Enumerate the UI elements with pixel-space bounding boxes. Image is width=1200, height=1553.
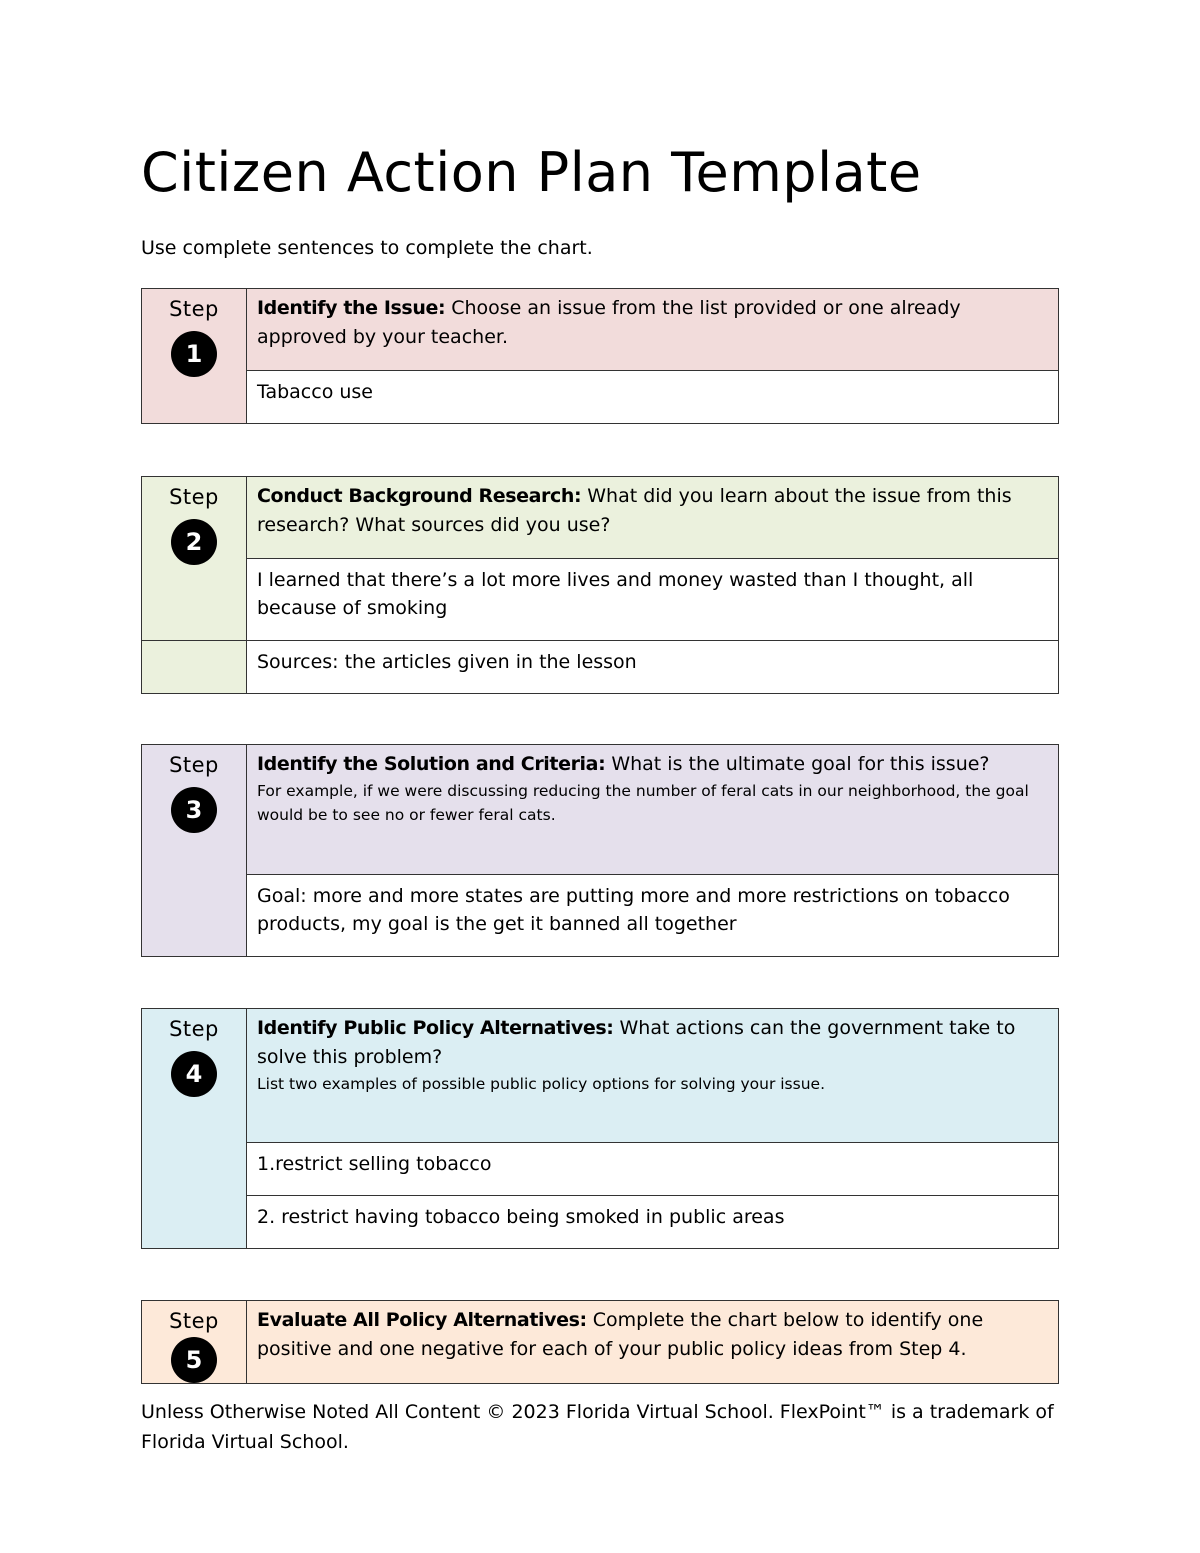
step-number-badge: 1	[171, 331, 217, 377]
step-prompt: Choose an issue from the list provided or one already approved by your teacher.	[257, 297, 961, 348]
step-3-prompt	[247, 745, 1059, 875]
step-number-badge: 3	[171, 787, 217, 833]
step-2-prompt	[247, 477, 1059, 559]
step-4-answer-1[interactable]: 1.restrict selling tobacco	[247, 1143, 1059, 1196]
step-heading: Identify the Issue:	[257, 297, 446, 319]
step-1-table	[141, 288, 1059, 424]
step-prompt: What actions can the government take to solve this problem?	[257, 1017, 1016, 1068]
step-2-empty-cell	[142, 641, 247, 694]
step-number-badge: 4	[171, 1051, 217, 1097]
step-4-prompt	[247, 1009, 1059, 1143]
step-2-badge-cell	[142, 477, 247, 641]
step-2-table	[141, 476, 1059, 694]
page-title: Citizen Action Plan Template	[141, 141, 922, 204]
step-note: List two examples of possible public policy options for solving your issue.	[257, 1075, 825, 1093]
step-2-answer-learned[interactable]: I learned that there’s a lot more lives and money wasted than I thought, all because of smoking	[247, 559, 1059, 641]
step-3-table	[141, 744, 1059, 957]
step-3-badge-cell	[142, 745, 247, 957]
step-prompt: Complete the chart below to identify one positive and one negative for each of your public policy ideas from Step 4.	[257, 1309, 984, 1360]
step-label: Step	[169, 1309, 219, 1333]
step-label: Step	[169, 297, 219, 321]
step-heading: Conduct Background Research:	[257, 485, 582, 507]
step-5-prompt	[247, 1301, 1059, 1384]
step-3-answer-goal[interactable]: Goal: more and more states are putting more and more restrictions on tobacco products, my goal is the get it banned all together	[247, 875, 1059, 957]
step-5-table	[141, 1300, 1059, 1384]
step-number-badge: 5	[171, 1337, 217, 1383]
step-2-answer-sources[interactable]: Sources: the articles given in the lesson	[247, 641, 1059, 694]
step-heading: Evaluate All Policy Alternatives:	[257, 1309, 587, 1331]
copyright-footer: Unless Otherwise Noted All Content © 2023 Florida Virtual School. FlexPoint™ is a trademark of Florida Virtual School.	[141, 1401, 1054, 1453]
step-heading: Identify the Solution and Criteria:	[257, 753, 606, 775]
instructions-text: Use complete sentences to complete the chart.	[141, 237, 593, 259]
step-5-badge-cell	[142, 1301, 247, 1384]
step-1-answer[interactable]: Tabacco use	[247, 371, 1059, 424]
step-label: Step	[169, 1017, 219, 1041]
step-1-badge-cell	[142, 289, 247, 424]
step-4-answer-2[interactable]: 2. restrict having tobacco being smoked in public areas	[247, 1196, 1059, 1249]
step-4-badge-cell	[142, 1009, 247, 1249]
step-note: For example, if we were discussing reducing the number of feral cats in our neighborhood, the goal would be to see no or fewer feral cats.	[257, 782, 1029, 824]
step-1-prompt	[247, 289, 1059, 371]
step-4-table	[141, 1008, 1059, 1249]
step-prompt: What did you learn about the issue from this research? What sources did you use?	[257, 485, 1012, 536]
step-number-badge: 2	[171, 519, 217, 565]
step-label: Step	[169, 753, 219, 777]
step-label: Step	[169, 485, 219, 509]
step-heading: Identify Public Policy Alternatives:	[257, 1017, 614, 1039]
step-prompt: What is the ultimate goal for this issue?	[611, 753, 990, 775]
